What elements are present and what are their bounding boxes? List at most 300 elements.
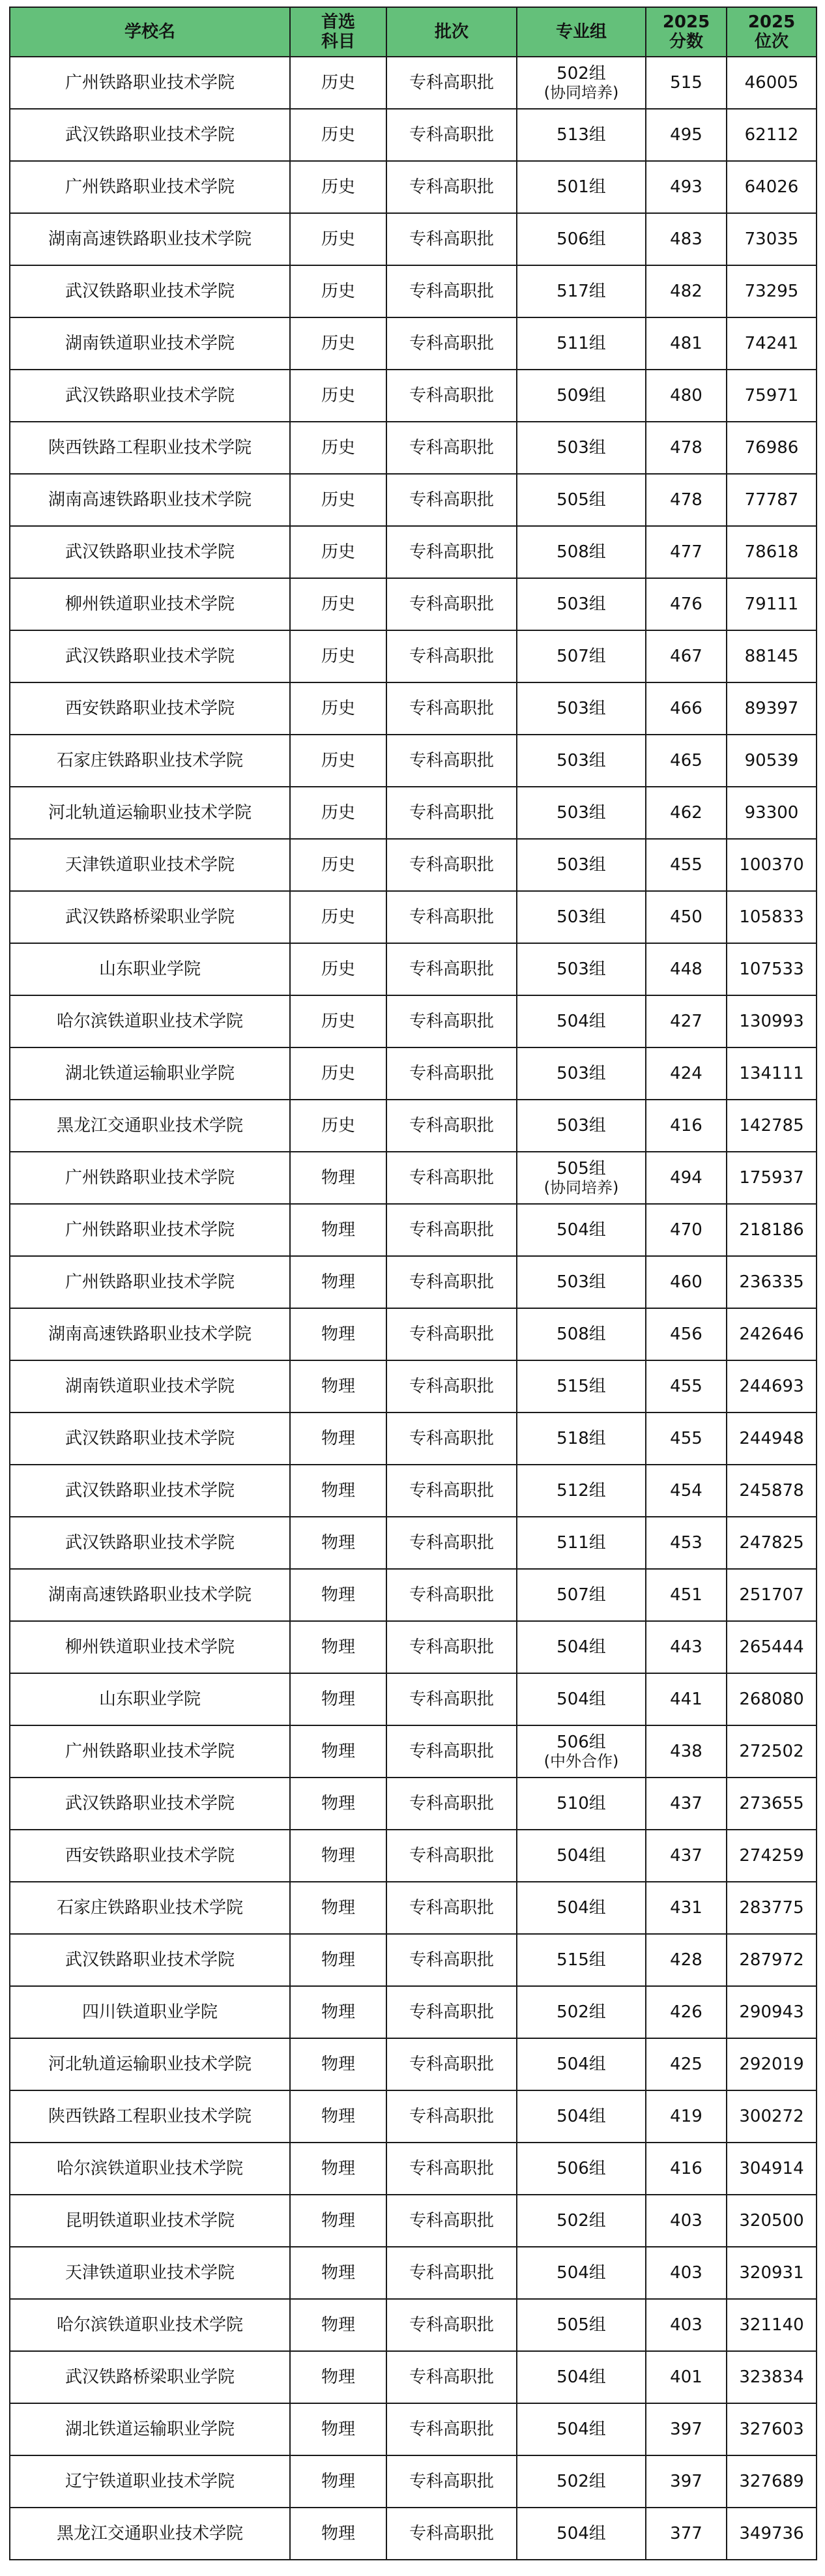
table-row: [10, 2247, 817, 2299]
cell-score: 425: [646, 2038, 727, 2090]
cell-group: 515组: [517, 1360, 646, 1412]
cell-batch: 专科高职批: [386, 682, 517, 735]
cell-batch: 专科高职批: [386, 578, 517, 630]
cell-rank: 78618: [727, 526, 817, 578]
admission-table-container: [9, 7, 816, 2560]
cell-score: 467: [646, 630, 727, 682]
table-row: [10, 1830, 817, 1882]
cell-subject: 物理: [290, 2143, 386, 2195]
cell-subject: 历史: [290, 317, 386, 370]
cell-score: 428: [646, 1934, 727, 1986]
cell-group: 504组: [517, 1882, 646, 1934]
cell-batch: 专科高职批: [386, 2508, 517, 2560]
cell-school: 黑龙江交通职业技术学院: [10, 1100, 290, 1152]
cell-group: 503组: [517, 891, 646, 943]
cell-subject: 物理: [290, 2247, 386, 2299]
table-row: [10, 1673, 817, 1725]
table-row: [10, 370, 817, 422]
table-row: [10, 578, 817, 630]
cell-subject: 历史: [290, 213, 386, 265]
cell-score: 416: [646, 2143, 727, 2195]
cell-group: 503组: [517, 735, 646, 787]
cell-school: 四川铁道职业学院: [10, 1986, 290, 2038]
table-row: [10, 2403, 817, 2455]
cell-subject: 物理: [290, 2508, 386, 2560]
cell-rank: 218186: [727, 1204, 817, 1256]
table-row: [10, 1256, 817, 1308]
cell-subject: 历史: [290, 422, 386, 474]
table-row: [10, 735, 817, 787]
cell-group: 505组: [517, 2299, 646, 2351]
cell-subject: 物理: [290, 2090, 386, 2143]
cell-group: 504组: [517, 1830, 646, 1882]
cell-score: 515: [646, 57, 727, 109]
cell-score: 416: [646, 1100, 727, 1152]
cell-group: 512组: [517, 1465, 646, 1517]
cell-rank: 90539: [727, 735, 817, 787]
cell-score: 448: [646, 943, 727, 995]
cell-batch: 专科高职批: [386, 109, 517, 161]
cell-subject: 物理: [290, 2299, 386, 2351]
cell-rank: 327603: [727, 2403, 817, 2455]
cell-score: 397: [646, 2403, 727, 2455]
cell-subject: 物理: [290, 1673, 386, 1725]
cell-subject: 物理: [290, 1830, 386, 1882]
cell-batch: 专科高职批: [386, 2090, 517, 2143]
cell-group: 505组 (协同培养): [517, 1152, 646, 1204]
cell-rank: 175937: [727, 1152, 817, 1204]
cell-batch: 专科高职批: [386, 370, 517, 422]
header-rank: 2025 位次: [727, 7, 817, 57]
cell-rank: 88145: [727, 630, 817, 682]
cell-rank: 321140: [727, 2299, 817, 2351]
cell-score: 476: [646, 578, 727, 630]
cell-rank: 236335: [727, 1256, 817, 1308]
cell-group: 503组: [517, 1047, 646, 1100]
cell-school: 武汉铁路桥梁职业学院: [10, 891, 290, 943]
cell-subject: 历史: [290, 265, 386, 317]
cell-school: 武汉铁路职业技术学院: [10, 265, 290, 317]
cell-school: 武汉铁路职业技术学院: [10, 630, 290, 682]
cell-subject: 历史: [290, 839, 386, 891]
cell-school: 辽宁铁道职业技术学院: [10, 2455, 290, 2508]
cell-school: 柳州铁道职业技术学院: [10, 578, 290, 630]
cell-rank: 320931: [727, 2247, 817, 2299]
cell-group: 508组: [517, 526, 646, 578]
cell-batch: 专科高职批: [386, 2143, 517, 2195]
cell-score: 454: [646, 1465, 727, 1517]
cell-score: 481: [646, 317, 727, 370]
table-row: [10, 474, 817, 526]
cell-group: 502组 (协同培养): [517, 57, 646, 109]
cell-batch: 专科高职批: [386, 1725, 517, 1778]
cell-batch: 专科高职批: [386, 1256, 517, 1308]
cell-school: 哈尔滨铁道职业技术学院: [10, 995, 290, 1047]
cell-group: 506组: [517, 2143, 646, 2195]
cell-batch: 专科高职批: [386, 317, 517, 370]
table-row: [10, 630, 817, 682]
cell-subject: 物理: [290, 2195, 386, 2247]
cell-rank: 323834: [727, 2351, 817, 2403]
cell-subject: 物理: [290, 1360, 386, 1412]
cell-batch: 专科高职批: [386, 526, 517, 578]
cell-school: 天津铁道职业技术学院: [10, 839, 290, 891]
cell-rank: 130993: [727, 995, 817, 1047]
cell-group: 503组: [517, 943, 646, 995]
cell-rank: 268080: [727, 1673, 817, 1725]
cell-school: 湖南铁道职业技术学院: [10, 1360, 290, 1412]
cell-rank: 93300: [727, 787, 817, 839]
table-row: [10, 526, 817, 578]
cell-group: 502组: [517, 1986, 646, 2038]
cell-rank: 134111: [727, 1047, 817, 1100]
table-row: [10, 787, 817, 839]
cell-subject: 物理: [290, 1986, 386, 2038]
cell-school: 山东职业学院: [10, 1673, 290, 1725]
cell-subject: 历史: [290, 735, 386, 787]
cell-group: 504组: [517, 2090, 646, 2143]
table-row: [10, 109, 817, 161]
cell-group: 504组: [517, 995, 646, 1047]
cell-subject: 物理: [290, 1569, 386, 1621]
cell-group: 511组: [517, 317, 646, 370]
cell-batch: 专科高职批: [386, 422, 517, 474]
cell-rank: 327689: [727, 2455, 817, 2508]
cell-score: 431: [646, 1882, 727, 1934]
cell-group: 503组: [517, 578, 646, 630]
table-body: [10, 57, 817, 2560]
cell-batch: 专科高职批: [386, 474, 517, 526]
cell-subject: 物理: [290, 1882, 386, 1934]
cell-group: 507组: [517, 1569, 646, 1621]
cell-subject: 物理: [290, 1778, 386, 1830]
cell-batch: 专科高职批: [386, 1204, 517, 1256]
cell-batch: 专科高职批: [386, 213, 517, 265]
cell-score: 438: [646, 1725, 727, 1778]
cell-rank: 64026: [727, 161, 817, 213]
table-row: [10, 2351, 817, 2403]
cell-school: 湖南高速铁路职业技术学院: [10, 213, 290, 265]
cell-school: 武汉铁路职业技术学院: [10, 1778, 290, 1830]
cell-batch: 专科高职批: [386, 1308, 517, 1360]
cell-score: 460: [646, 1256, 727, 1308]
cell-school: 广州铁路职业技术学院: [10, 1725, 290, 1778]
table-row: [10, 213, 817, 265]
cell-batch: 专科高职批: [386, 735, 517, 787]
cell-school: 武汉铁路职业技术学院: [10, 109, 290, 161]
cell-score: 478: [646, 422, 727, 474]
cell-subject: 历史: [290, 891, 386, 943]
cell-subject: 历史: [290, 1047, 386, 1100]
cell-rank: 105833: [727, 891, 817, 943]
cell-group: 511组: [517, 1517, 646, 1569]
cell-batch: 专科高职批: [386, 630, 517, 682]
cell-school: 河北轨道运输职业技术学院: [10, 2038, 290, 2090]
cell-school: 湖南高速铁路职业技术学院: [10, 1569, 290, 1621]
cell-group: 504组: [517, 1673, 646, 1725]
table-row: [10, 2195, 817, 2247]
table-row: [10, 1778, 817, 1830]
cell-batch: 专科高职批: [386, 1152, 517, 1204]
cell-rank: 287972: [727, 1934, 817, 1986]
cell-school: 天津铁道职业技术学院: [10, 2247, 290, 2299]
table-row: [10, 57, 817, 109]
table-row: [10, 2090, 817, 2143]
cell-batch: 专科高职批: [386, 1621, 517, 1673]
cell-score: 427: [646, 995, 727, 1047]
cell-group: 515组: [517, 1934, 646, 1986]
cell-school: 陕西铁路工程职业技术学院: [10, 2090, 290, 2143]
cell-subject: 历史: [290, 474, 386, 526]
cell-rank: 272502: [727, 1725, 817, 1778]
table-row: [10, 161, 817, 213]
cell-school: 武汉铁路职业技术学院: [10, 1517, 290, 1569]
cell-group: 517组: [517, 265, 646, 317]
cell-rank: 77787: [727, 474, 817, 526]
table-row: [10, 1308, 817, 1360]
cell-school: 广州铁路职业技术学院: [10, 161, 290, 213]
cell-group: 518组: [517, 1412, 646, 1465]
cell-school: 哈尔滨铁道职业技术学院: [10, 2299, 290, 2351]
cell-subject: 历史: [290, 943, 386, 995]
table-row: [10, 1100, 817, 1152]
cell-school: 武汉铁路职业技术学院: [10, 370, 290, 422]
cell-school: 哈尔滨铁道职业技术学院: [10, 2143, 290, 2195]
cell-school: 广州铁路职业技术学院: [10, 1152, 290, 1204]
cell-rank: 300272: [727, 2090, 817, 2143]
cell-rank: 242646: [727, 1308, 817, 1360]
cell-score: 426: [646, 1986, 727, 2038]
table-row: [10, 2508, 817, 2560]
cell-score: 466: [646, 682, 727, 735]
cell-rank: 75971: [727, 370, 817, 422]
cell-group: 504组: [517, 1621, 646, 1673]
cell-subject: 历史: [290, 787, 386, 839]
table-row: [10, 2455, 817, 2508]
cell-rank: 79111: [727, 578, 817, 630]
cell-group: 503组: [517, 1256, 646, 1308]
table-row: [10, 1986, 817, 2038]
cell-school: 广州铁路职业技术学院: [10, 57, 290, 109]
cell-batch: 专科高职批: [386, 1412, 517, 1465]
cell-rank: 142785: [727, 1100, 817, 1152]
table-row: [10, 1047, 817, 1100]
cell-batch: 专科高职批: [386, 787, 517, 839]
admission-score-table: [9, 7, 817, 2560]
cell-score: 403: [646, 2247, 727, 2299]
cell-subject: 物理: [290, 1204, 386, 1256]
table-header-row: [10, 7, 817, 57]
cell-batch: 专科高职批: [386, 2351, 517, 2403]
cell-score: 455: [646, 839, 727, 891]
cell-batch: 专科高职批: [386, 2247, 517, 2299]
cell-score: 456: [646, 1308, 727, 1360]
cell-subject: 历史: [290, 161, 386, 213]
table-row: [10, 2143, 817, 2195]
cell-batch: 专科高职批: [386, 1100, 517, 1152]
cell-rank: 100370: [727, 839, 817, 891]
cell-score: 453: [646, 1517, 727, 1569]
cell-score: 403: [646, 2195, 727, 2247]
table-row: [10, 839, 817, 891]
cell-rank: 273655: [727, 1778, 817, 1830]
cell-school: 西安铁路职业技术学院: [10, 1830, 290, 1882]
cell-school: 山东职业学院: [10, 943, 290, 995]
cell-group: 508组: [517, 1308, 646, 1360]
cell-batch: 专科高职批: [386, 1882, 517, 1934]
cell-score: 419: [646, 2090, 727, 2143]
group-note: (协同培养): [543, 1178, 619, 1197]
cell-batch: 专科高职批: [386, 1569, 517, 1621]
cell-school: 武汉铁路职业技术学院: [10, 1412, 290, 1465]
cell-score: 477: [646, 526, 727, 578]
cell-score: 483: [646, 213, 727, 265]
cell-rank: 304914: [727, 2143, 817, 2195]
table-row: [10, 317, 817, 370]
cell-group: 504组: [517, 2247, 646, 2299]
cell-subject: 物理: [290, 1152, 386, 1204]
cell-score: 455: [646, 1412, 727, 1465]
table-row: [10, 682, 817, 735]
cell-batch: 专科高职批: [386, 995, 517, 1047]
cell-subject: 历史: [290, 682, 386, 735]
table-row: [10, 1360, 817, 1412]
cell-subject: 物理: [290, 1934, 386, 1986]
cell-school: 昆明铁道职业技术学院: [10, 2195, 290, 2247]
cell-subject: 历史: [290, 630, 386, 682]
cell-rank: 283775: [727, 1882, 817, 1934]
cell-batch: 专科高职批: [386, 2299, 517, 2351]
cell-batch: 专科高职批: [386, 2403, 517, 2455]
cell-batch: 专科高职批: [386, 161, 517, 213]
cell-score: 437: [646, 1830, 727, 1882]
cell-score: 494: [646, 1152, 727, 1204]
cell-rank: 73035: [727, 213, 817, 265]
cell-rank: 247825: [727, 1517, 817, 1569]
cell-rank: 290943: [727, 1986, 817, 2038]
cell-subject: 物理: [290, 2403, 386, 2455]
table-row: [10, 891, 817, 943]
cell-rank: 62112: [727, 109, 817, 161]
cell-school: 武汉铁路职业技术学院: [10, 1465, 290, 1517]
cell-batch: 专科高职批: [386, 265, 517, 317]
header-score: 2025 分数: [646, 7, 727, 57]
table-row: [10, 1412, 817, 1465]
cell-subject: 物理: [290, 2351, 386, 2403]
table-row: [10, 943, 817, 995]
cell-rank: 244948: [727, 1412, 817, 1465]
cell-subject: 历史: [290, 370, 386, 422]
group-note: (中外合作): [543, 1752, 619, 1770]
cell-score: 377: [646, 2508, 727, 2560]
cell-score: 495: [646, 109, 727, 161]
cell-score: 470: [646, 1204, 727, 1256]
cell-rank: 73295: [727, 265, 817, 317]
cell-group: 504组: [517, 2508, 646, 2560]
cell-subject: 物理: [290, 2038, 386, 2090]
cell-score: 482: [646, 265, 727, 317]
cell-subject: 物理: [290, 1621, 386, 1673]
table-row: [10, 1517, 817, 1569]
cell-score: 437: [646, 1778, 727, 1830]
cell-subject: 物理: [290, 1412, 386, 1465]
table-row: [10, 265, 817, 317]
cell-group: 502组: [517, 2455, 646, 2508]
cell-batch: 专科高职批: [386, 1673, 517, 1725]
cell-group: 504组: [517, 2351, 646, 2403]
cell-group: 513组: [517, 109, 646, 161]
cell-score: 478: [646, 474, 727, 526]
cell-group: 502组: [517, 2195, 646, 2247]
cell-group: 503组: [517, 839, 646, 891]
cell-group: 503组: [517, 1100, 646, 1152]
cell-group: 504组: [517, 2403, 646, 2455]
cell-score: 462: [646, 787, 727, 839]
group-note: (协同培养): [543, 83, 619, 102]
header-batch: 批次: [386, 7, 517, 57]
cell-school: 武汉铁路职业技术学院: [10, 1934, 290, 1986]
table-row: [10, 1725, 817, 1778]
cell-score: 480: [646, 370, 727, 422]
cell-group: 506组: [517, 213, 646, 265]
cell-school: 石家庄铁路职业技术学院: [10, 1882, 290, 1934]
cell-rank: 74241: [727, 317, 817, 370]
cell-group: 501组: [517, 161, 646, 213]
table-row: [10, 1465, 817, 1517]
cell-group: 504组: [517, 1204, 646, 1256]
table-row: [10, 1204, 817, 1256]
cell-school: 柳州铁道职业技术学院: [10, 1621, 290, 1673]
cell-subject: 历史: [290, 578, 386, 630]
cell-score: 450: [646, 891, 727, 943]
table-row: [10, 422, 817, 474]
cell-school: 武汉铁路桥梁职业学院: [10, 2351, 290, 2403]
cell-rank: 274259: [727, 1830, 817, 1882]
cell-score: 443: [646, 1621, 727, 1673]
table-row: [10, 2299, 817, 2351]
cell-school: 湖北铁道运输职业学院: [10, 1047, 290, 1100]
cell-group: 510组: [517, 1778, 646, 1830]
cell-group: 503组: [517, 422, 646, 474]
table-row: [10, 995, 817, 1047]
cell-subject: 历史: [290, 109, 386, 161]
cell-school: 陕西铁路工程职业技术学院: [10, 422, 290, 474]
cell-rank: 349736: [727, 2508, 817, 2560]
cell-batch: 专科高职批: [386, 1778, 517, 1830]
cell-subject: 物理: [290, 1725, 386, 1778]
table-row: [10, 1621, 817, 1673]
cell-rank: 265444: [727, 1621, 817, 1673]
cell-rank: 244693: [727, 1360, 817, 1412]
cell-school: 广州铁路职业技术学院: [10, 1256, 290, 1308]
cell-batch: 专科高职批: [386, 1360, 517, 1412]
table-row: [10, 1882, 817, 1934]
cell-batch: 专科高职批: [386, 891, 517, 943]
cell-rank: 107533: [727, 943, 817, 995]
cell-score: 397: [646, 2455, 727, 2508]
cell-school: 广州铁路职业技术学院: [10, 1204, 290, 1256]
cell-rank: 320500: [727, 2195, 817, 2247]
cell-group: 506组 (中外合作): [517, 1725, 646, 1778]
cell-batch: 专科高职批: [386, 57, 517, 109]
cell-batch: 专科高职批: [386, 1830, 517, 1882]
cell-subject: 物理: [290, 1256, 386, 1308]
cell-batch: 专科高职批: [386, 2195, 517, 2247]
cell-subject: 物理: [290, 2455, 386, 2508]
cell-group: 505组: [517, 474, 646, 526]
cell-batch: 专科高职批: [386, 1934, 517, 1986]
cell-subject: 历史: [290, 57, 386, 109]
